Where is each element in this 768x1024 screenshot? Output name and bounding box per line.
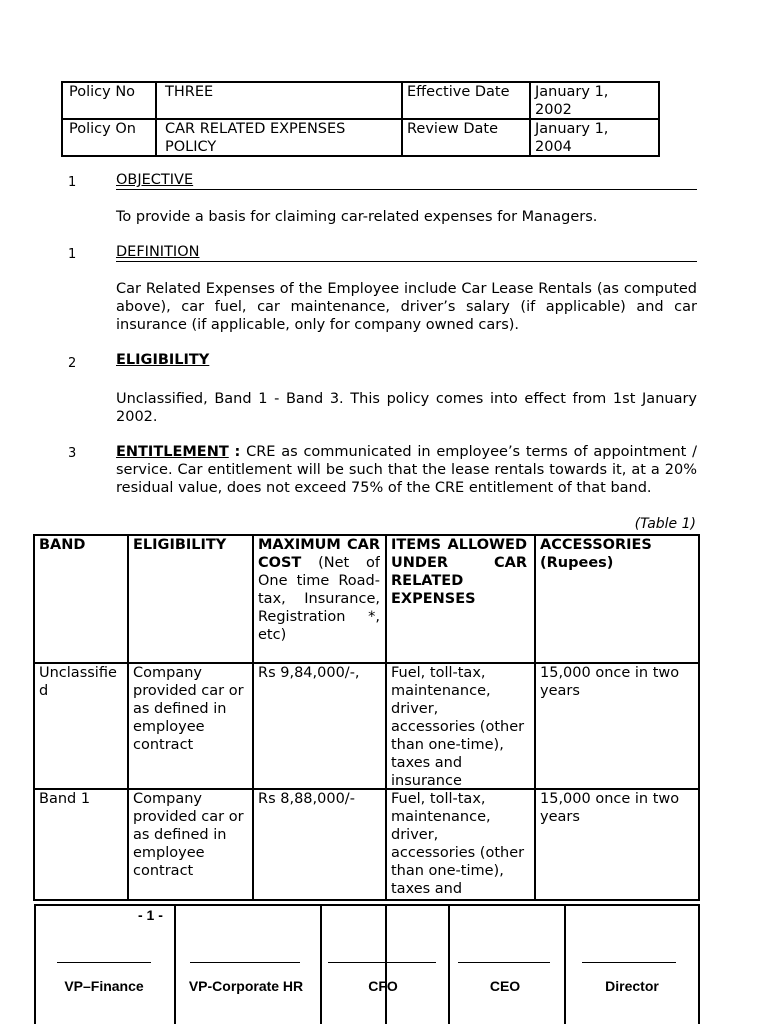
- signatory-ceo: CEO: [489, 978, 521, 994]
- policy-on-label: Policy On: [69, 121, 136, 137]
- signature-box: [34, 904, 700, 1024]
- review-date-value: January 1, 2004: [535, 121, 609, 155]
- heading-rule: [116, 189, 697, 190]
- policy-on-value: CAR RELATED EXPENSES POLICY: [165, 121, 346, 155]
- heading-rule: [116, 261, 697, 262]
- effective-date-value: January 1, 2002: [535, 84, 609, 118]
- policy-header-table: [61, 81, 660, 157]
- section-heading-eligibility: ELIGIBILITY: [116, 352, 210, 368]
- section-number: 3: [68, 446, 77, 461]
- effective-date-label: Effective Date: [407, 84, 510, 100]
- row1-band: Unclassified: [39, 665, 117, 699]
- row2-items: Fuel, toll-tax, maintenance, driver, accessories (other than one-time), taxes and: [391, 791, 525, 897]
- signature-line: [328, 962, 436, 963]
- band-table: [33, 534, 700, 901]
- signature-line: [57, 962, 151, 963]
- signature-line: [190, 962, 300, 963]
- page-number: - 1 -: [138, 907, 163, 923]
- signatory-vp-finance: VP–Finance: [64, 978, 144, 994]
- signature-line: [582, 962, 676, 963]
- signatory-director: Director: [605, 978, 659, 994]
- entitlement-text: CRE as communicated in employee’s terms of appointment / service. Car entitlement will be such that the lease rentals towards it, at a 20% residual value, does not exceed 75% of the CRE entitlement of that band.: [116, 444, 698, 496]
- row1-items: Fuel, toll-tax, maintenance, driver, accessories (other than one-time), taxes and insurance: [391, 665, 525, 789]
- header-eligibility: ELIGIBILITY: [133, 537, 227, 553]
- definition-text: Car Related Expenses of the Employee include Car Lease Rentals (as computed above), car fuel, car maintenance, driver’s salary (if applicable) and car insurance (if applicable, only for company owned cars).: [116, 281, 697, 333]
- header-items-allowed: ITEMS ALLOWED UNDER CAR RELATED EXPENSES: [391, 537, 527, 607]
- section-heading-definition: DEFINITION: [116, 244, 200, 260]
- section-number: 1: [68, 175, 77, 190]
- header-band: BAND: [39, 537, 86, 553]
- entitlement-colon: :: [234, 444, 241, 460]
- row2-accessories: 15,000 once in two years: [540, 791, 680, 825]
- signatory-vp-corporate-hr: VP-Corporate HR: [188, 978, 304, 994]
- section-heading-entitlement: ENTITLEMENT: [116, 444, 229, 460]
- header-accessories: ACCESSORIES (Rupees): [540, 537, 652, 571]
- policy-no-value: THREE: [165, 84, 214, 100]
- entitlement-paragraph: [116, 443, 697, 497]
- table-caption: (Table 1): [634, 516, 696, 532]
- review-date-label: Review Date: [407, 121, 499, 137]
- row1-accessories: 15,000 once in two years: [540, 665, 680, 699]
- section-number: 2: [68, 356, 77, 371]
- signature-line: [458, 962, 550, 963]
- objective-text: To provide a basis for claiming car-related expenses for Managers.: [116, 209, 598, 225]
- header-max-car-cost: MAXIMUM CAR COST (Net of One time Road-tax, Insurance, Registration *, etc): [258, 537, 380, 643]
- eligibility-text: Unclassified, Band 1 - Band 3. This policy comes into effect from 1st January 2002.: [116, 391, 697, 425]
- section-number: 1: [68, 247, 77, 262]
- section-heading-objective: OBJECTIVE: [116, 172, 194, 188]
- signatory-cfo: CFO: [368, 978, 398, 994]
- policy-no-label: Policy No: [69, 84, 136, 100]
- row2-max-cost: Rs 8,88,000/-: [258, 791, 355, 807]
- row1-eligibility: Company provided car or as defined in employee contract: [133, 665, 244, 753]
- row2-eligibility: Company provided car or as defined in employee contract: [133, 791, 244, 879]
- row2-band: Band 1: [39, 791, 91, 807]
- row1-max-cost: Rs 9,84,000/-,: [258, 665, 360, 681]
